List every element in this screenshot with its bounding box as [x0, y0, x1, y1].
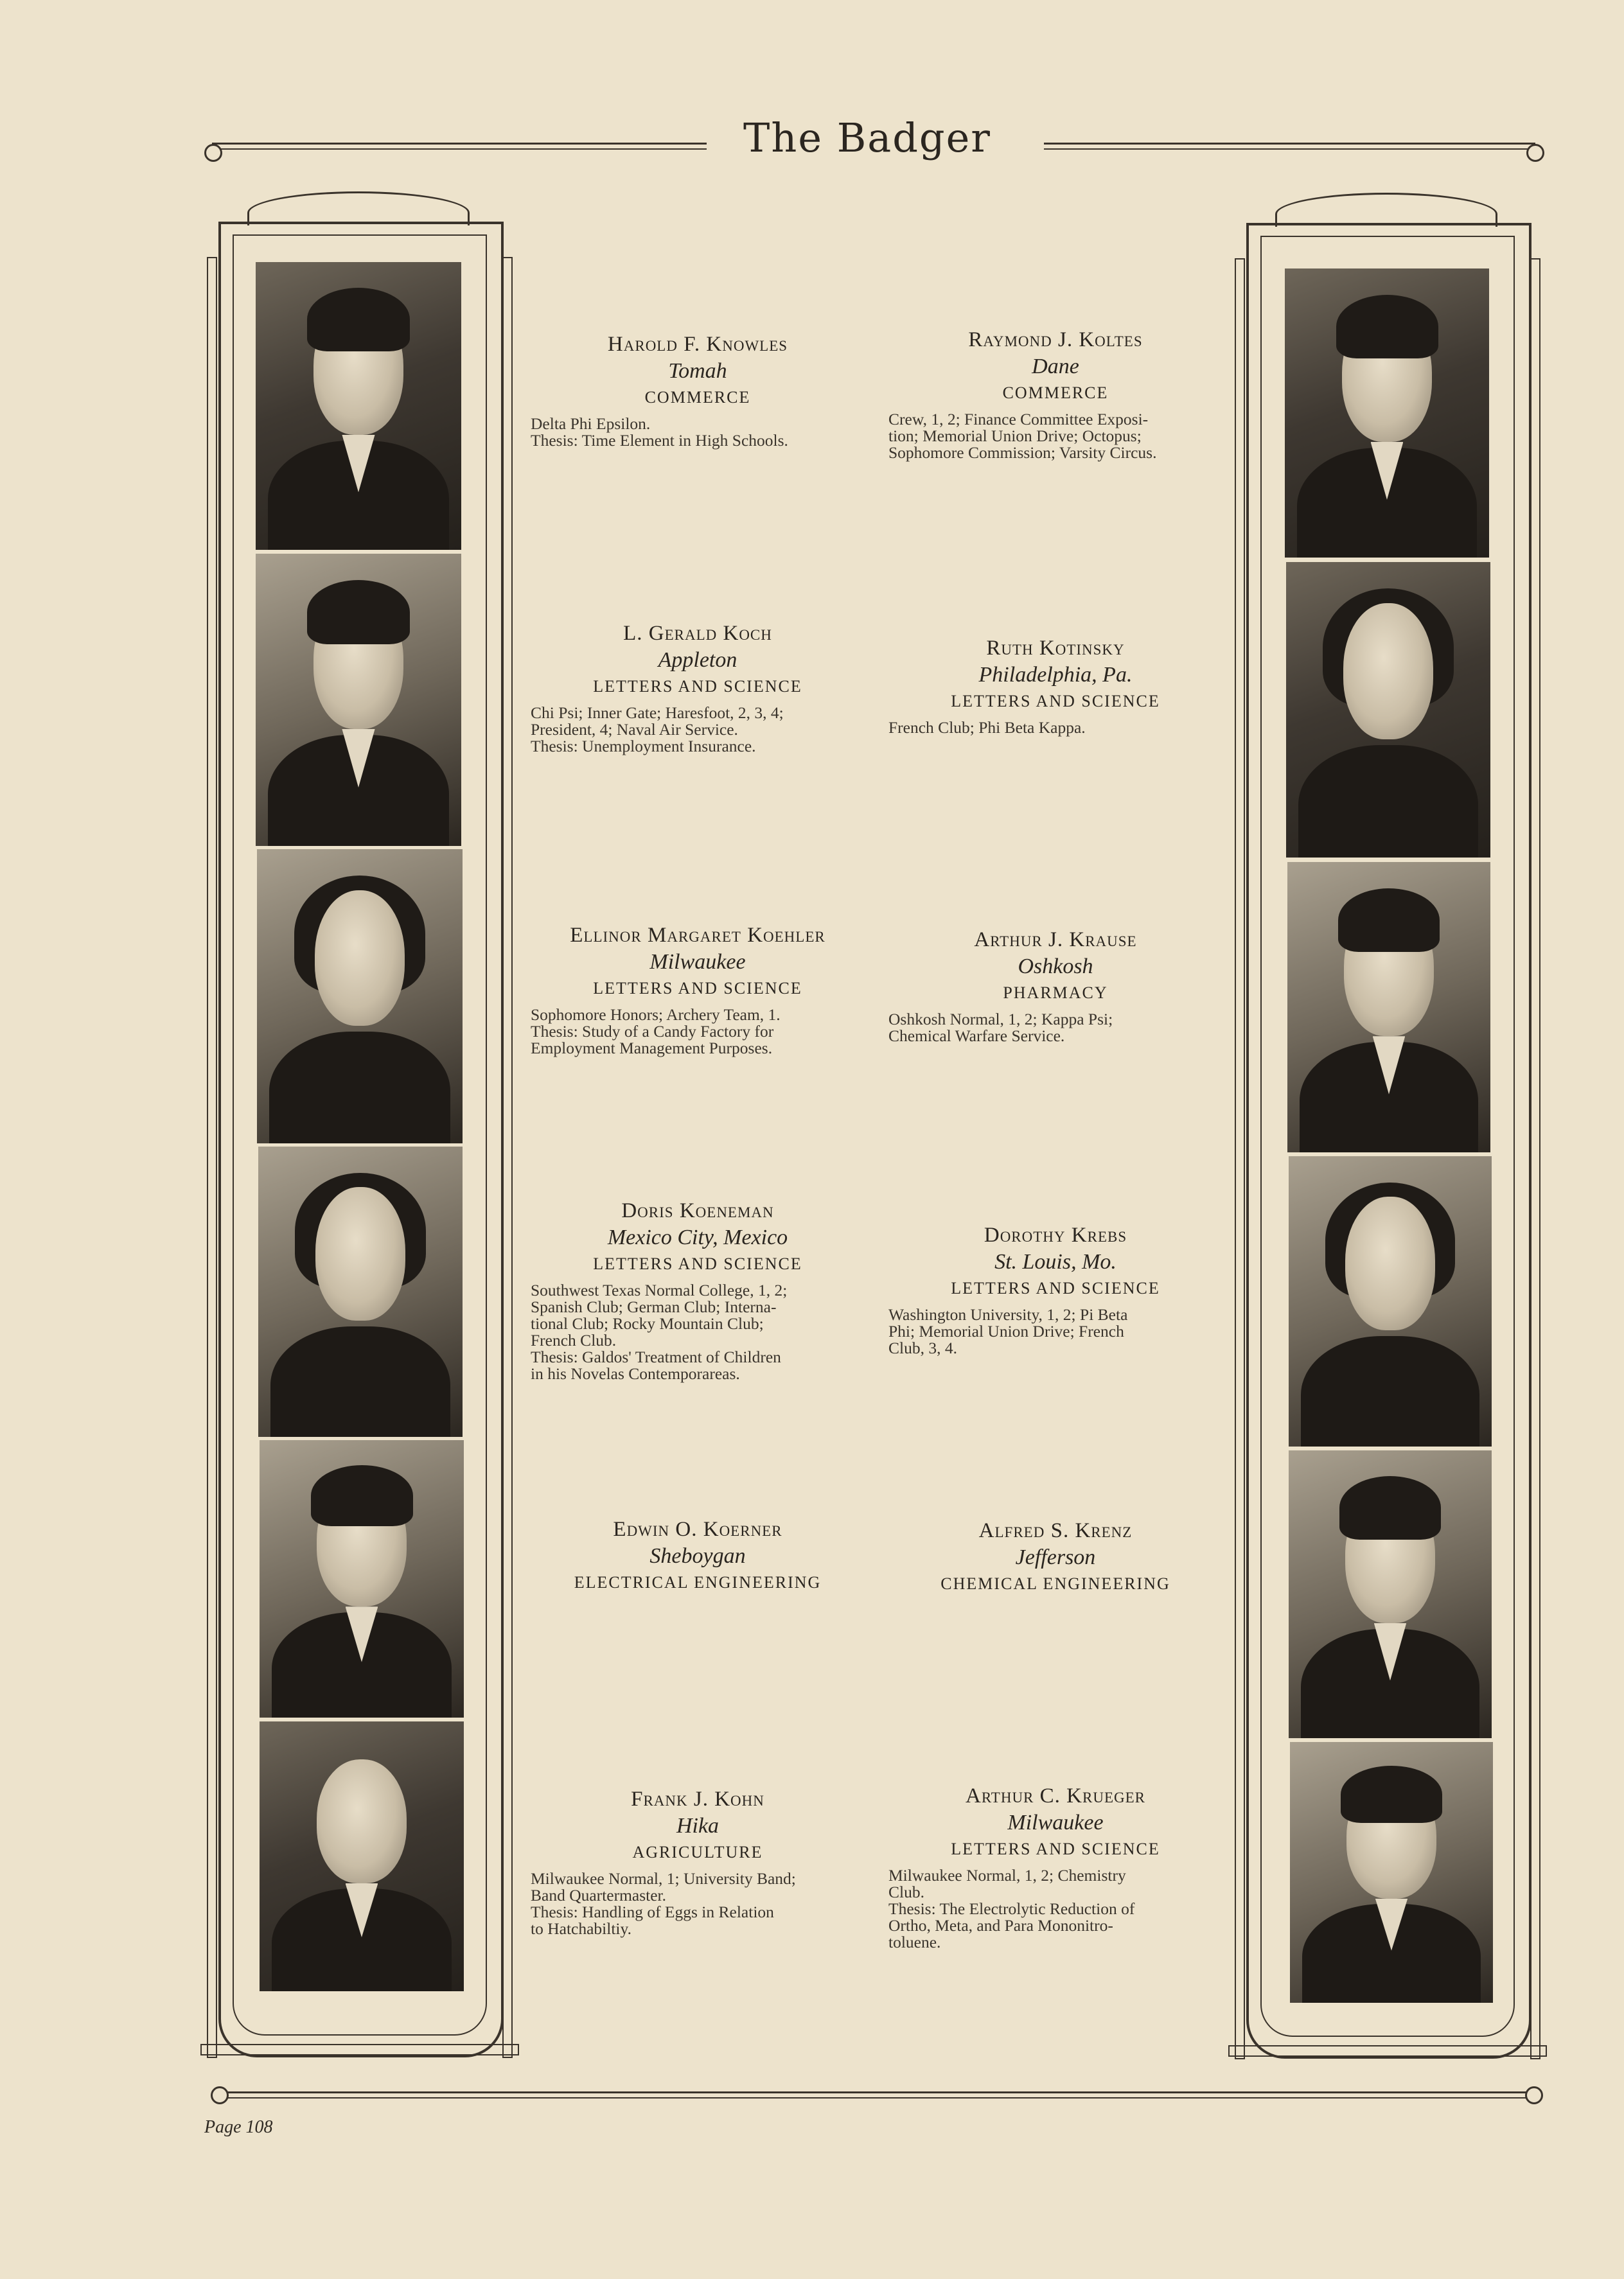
student-name: Alfred S. Krenz — [978, 1519, 1133, 1542]
student-hometown: Mexico City, Mexico — [607, 1226, 788, 1249]
student-college: LETTERS AND SCIENCE — [951, 692, 1160, 710]
footer-rule-right-scroll — [1525, 2086, 1543, 2104]
senior-entry — [531, 620, 865, 755]
footer-rule-left-scroll — [211, 2086, 229, 2104]
senior-entry — [531, 922, 865, 1057]
senior-entry — [531, 1786, 865, 1937]
student-hometown: Appleton — [658, 648, 737, 672]
portrait-photo — [1287, 862, 1490, 1152]
senior-entry — [531, 1516, 865, 1596]
portrait-photo — [257, 849, 463, 1143]
portrait-photo — [1286, 562, 1490, 858]
student-hometown: Milwaukee — [649, 950, 746, 974]
student-college: ELECTRICAL ENGINEERING — [574, 1573, 822, 1592]
student-hometown: St. Louis, Mo. — [994, 1250, 1116, 1274]
left-frame-pillar-right — [502, 257, 513, 2058]
student-college: LETTERS AND SCIENCE — [951, 1840, 1160, 1858]
student-name: Frank J. Kohn — [631, 1788, 764, 1811]
student-activities: Delta Phi Epsilon. Thesis: Time Element in High Schools. — [531, 414, 788, 450]
student-college: AGRICULTURE — [632, 1843, 763, 1861]
student-college: COMMERCE — [1002, 383, 1109, 402]
student-college: LETTERS AND SCIENCE — [593, 677, 802, 696]
student-name: Arthur C. Krueger — [966, 1784, 1145, 1808]
portrait-photo — [1289, 1156, 1492, 1447]
footer-rule — [218, 2091, 1532, 2099]
portrait-photo — [1289, 1450, 1492, 1738]
student-name: Ellinor Margaret Koehler — [570, 924, 825, 947]
senior-entry — [531, 331, 865, 449]
header-rule-left-scroll — [204, 144, 222, 162]
right-frame-pillar-right — [1530, 258, 1540, 2059]
left-frame-cap — [247, 191, 470, 225]
student-activities: Milwaukee Normal, 1; University Band; Band Quartermaster. Thesis: Handling of Eggs in Relation to Hatchabiltiy. — [531, 1869, 796, 1938]
student-college: LETTERS AND SCIENCE — [593, 1254, 802, 1273]
student-activities: Sophomore Honors; Archery Team, 1. Thesis: Study of a Candy Factory for Employment Management Purposes. — [531, 1005, 781, 1057]
student-activities: Crew, 1, 2; Finance Committee Exposi- tion; Memorial Union Drive; Octopus; Sophomore Commission; Varsity Circus. — [888, 410, 1157, 462]
header-rule-left — [212, 143, 707, 150]
student-name: Raymond J. Koltes — [968, 328, 1143, 351]
senior-entry — [888, 635, 1222, 736]
portrait-photo — [260, 1440, 464, 1718]
page-number: Page 108 — [204, 2117, 273, 2137]
student-name: Edwin O. Koerner — [613, 1518, 782, 1541]
portrait-photo — [256, 554, 461, 846]
portrait-photo — [1285, 268, 1489, 558]
portrait-photo — [260, 1721, 464, 1991]
student-hometown: Hika — [676, 1814, 719, 1838]
student-hometown: Sheboygan — [649, 1544, 746, 1568]
left-frame-pillar-left — [207, 257, 217, 2058]
senior-entry — [888, 1782, 1222, 1951]
student-hometown: Dane — [1032, 355, 1079, 378]
right-frame-base — [1228, 2045, 1547, 2057]
student-college: PHARMACY — [1003, 983, 1108, 1002]
student-name: L. Gerald Koch — [623, 622, 772, 645]
student-college: CHEMICAL ENGINEERING — [940, 1574, 1170, 1593]
senior-entry — [888, 1222, 1222, 1357]
header-rule-right-scroll — [1526, 144, 1544, 162]
student-activities: Southwest Texas Normal College, 1, 2; Spanish Club; German Club; Interna- tional Club; Rocky Mountain Club; French Club. Thesis: Galdos' Treatment of Children in his Novelas Contemporareas. — [531, 1281, 788, 1383]
student-name: Dorothy Krebs — [984, 1224, 1127, 1247]
student-activities: Milwaukee Normal, 1, 2; Chemistry Club. Thesis: The Electrolytic Reduction of Ortho, Meta, and Para Mononitro- toluene. — [888, 1866, 1135, 1951]
senior-entry — [888, 926, 1222, 1044]
student-activities: French Club; Phi Beta Kappa. — [888, 718, 1086, 737]
senior-entry — [888, 1517, 1222, 1597]
student-college: LETTERS AND SCIENCE — [593, 979, 802, 998]
student-activities: Oshkosh Normal, 1, 2; Kappa Psi; Chemical Warfare Service. — [888, 1010, 1113, 1045]
right-frame-pillar-left — [1235, 258, 1245, 2059]
portrait-photo — [258, 1147, 463, 1437]
student-hometown: Milwaukee — [1007, 1811, 1104, 1835]
student-activities: Chi Psi; Inner Gate; Haresfoot, 2, 3, 4; President, 4; Naval Air Service. Thesis: Unemployment Insurance. — [531, 703, 784, 755]
student-name: Ruth Kotinsky — [986, 637, 1125, 660]
student-hometown: Tomah — [668, 359, 727, 383]
header-rule-right — [1044, 143, 1535, 150]
right-frame-cap — [1275, 193, 1497, 227]
portrait-photo — [1290, 1742, 1493, 2003]
student-name: Doris Koeneman — [621, 1199, 774, 1222]
student-hometown: Philadelphia, Pa. — [978, 663, 1133, 687]
left-frame-base — [200, 2044, 519, 2055]
senior-entry — [888, 326, 1222, 461]
portrait-photo — [256, 262, 461, 550]
student-name: Harold F. Knowles — [607, 333, 788, 356]
student-college: COMMERCE — [644, 388, 751, 407]
student-name: Arthur J. Krause — [974, 928, 1137, 951]
student-activities: Washington University, 1, 2; Pi Beta Phi; Memorial Union Drive; French Club, 3, 4. — [888, 1305, 1128, 1357]
student-hometown: Oshkosh — [1018, 955, 1093, 978]
senior-entry — [531, 1197, 865, 1382]
student-hometown: Jefferson — [1015, 1545, 1096, 1569]
page-title: The Badger — [743, 114, 991, 161]
student-college: LETTERS AND SCIENCE — [951, 1279, 1160, 1298]
